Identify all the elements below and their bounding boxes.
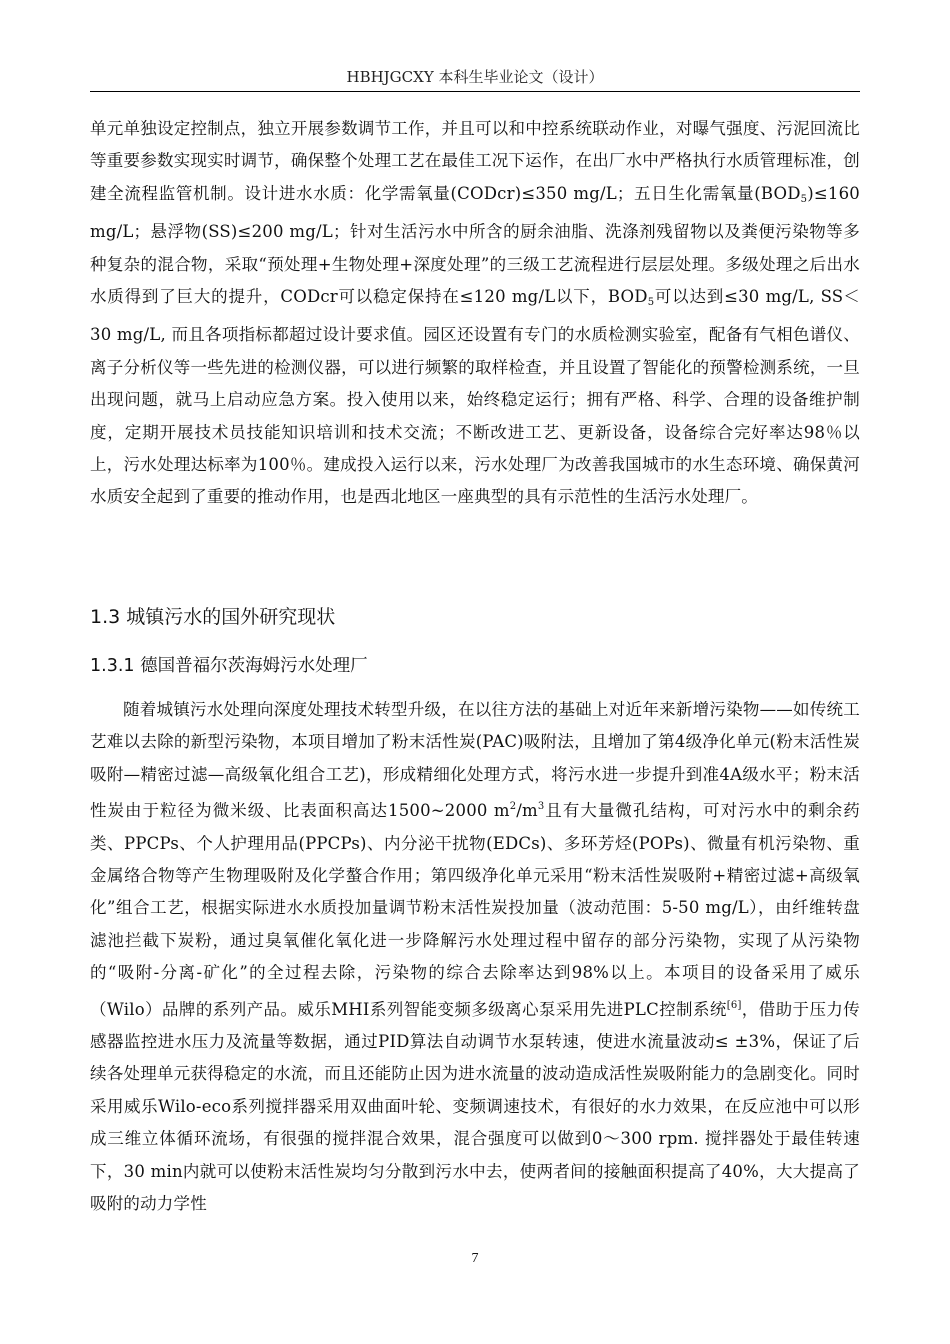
paragraph-text: )≤160 mg/L；悬浮物(SS)≤200 mg/L；针对生活污水中所含的厨余油脂、洗涤剂残留物以及粪便污染物等多种复杂的混合物，采取“预处理+生物处理+深度处理”的三级工艺流程进行层层处理。多级处理之后出水水质得到了巨大的提升，CODcr可以稳定保持在≤120 mg/L以下，BOD: [90, 183, 860, 307]
citation-reference: [6]: [726, 999, 742, 1011]
page-number: 7: [471, 1251, 479, 1266]
paragraph-text: ，借助于压力传感器监控进水压力及流量等数据，通过PID算法自动调节水泵转速，使进水流量波动≤ ±3%，保证了后续各处理单元获得稳定的水流，而且还能防止因为进水流量的波动造成活性炭吸附能力的急剧变化。同时采用威乐Wilo-eco系列搅拌器采用双曲面叶轮、变频调速技术，有很好的水力效果，在反应池中可以形成三维立体循环流场，有很强的搅拌混合效果，混合强度可以做到0～300 rpm. 搅拌器处于最佳转速下，30 min内就可以使粉末活性炭均匀分散到污水中去，使两者间的接触面积提高了40%，大大提高了吸附的动力学性: [90, 999, 860, 1214]
subsection-heading-1-3-1: 1.3.1 德国普福尔茨海姆污水处理厂: [90, 656, 368, 676]
superscript: 2: [509, 801, 517, 813]
paragraph-text: 随着城镇污水处理向深度处理技术转型升级，在以往方法的基础上对近年来新增污染物——如传统工艺难以去除的新型污染物，本项目增加了粉末活性炭(PAC)吸附法，且增加了第4级净化单元(粉末活性炭吸附—精密过滤—高级氧化组合工艺)，形成精细化处理方式，将污水进一步提升到准4A级水平；粉末活性炭由于粒径为微米级、比表面积高达1500~2000 m: [90, 700, 860, 821]
superscript: 3: [537, 801, 545, 813]
subscript: 5: [647, 297, 655, 309]
paragraph-text: 且有大量微孔结构，可对污水中的剩余药类、PPCPs、个人护理用品(PPCPs)、内分泌干扰物(EDCs)、多环芳烃(POPs)、微量有机污染物、重金属络合物等产生物理吸附及化学螯合作用；第四级净化单元采用“粉末活性炭吸附+精密过滤+高级氧化”组合工艺，根据实际进水水质投加量调节粉末活性炭投加量（波动范围：5-50 mg/L），由纤维转盘滤池拦截下炭粉，通过臭氧催化氧化进一步降解污水处理过程中留存的部分污染物，实现了从污染物的“吸附-分离-矿化”的全过程去除，污染物的综合去除率达到98%以上。本项目的设备采用了威乐（Wilo）品牌的系列产品。威乐MHI系列智能变频多级离心泵采用先进PLC控制系统: [90, 801, 860, 1019]
subscript: 5: [800, 193, 808, 205]
paragraph-text: 可以达到≤30 mg/L, SS＜30 mg/L, 而且各项指标都超过设计要求值。园区还设置有专门的水质检测实验室，配备有气相色谱仪、离子分析仪等一些先进的检测仪器，可以进行频繁的取样检查，并且设置了智能化的预警检测系统，一旦出现问题，就马上启动应急方案。投入使用以来，始终稳定运行；拥有严格、科学、合理的设备维护制度，定期开展技术员技能知识培训和技术交流；不断改进工艺、更新设备，设备综合完好率达98％以上，污水处理达标率为100％。建成投入运行以来，污水处理厂为改善我国城市的水生态环境、确保黄河水质安全起到了重要的推动作用，也是西北地区一座典型的具有示范性的生活污水处理厂。: [90, 287, 861, 507]
paragraph-wastewater-plant-operation: [90, 113, 860, 514]
paragraph-text: 单元单独设定控制点，独立开展参数调节工作，并且可以和中控系统联动作业，对曝气强度、污泥回流比等重要参数实现实时调节，确保整个处理工艺在最佳工况下运作，在出厂水中严格执行水质管理标准，创建全流程监管机制。设计进水水质：化学需氧量(CODcr)≤350 mg/L；五日生化需氧量(BOD: [90, 119, 860, 203]
section-heading-1-3: 1.3 城镇污水的国外研究现状: [90, 606, 336, 628]
paragraph-text: /m: [516, 801, 538, 821]
header-divider: [90, 91, 860, 92]
paragraph-pforzheim-plant: [90, 694, 860, 1221]
running-header: HBHJGCXY 本科生毕业论文（设计）: [346, 68, 604, 86]
